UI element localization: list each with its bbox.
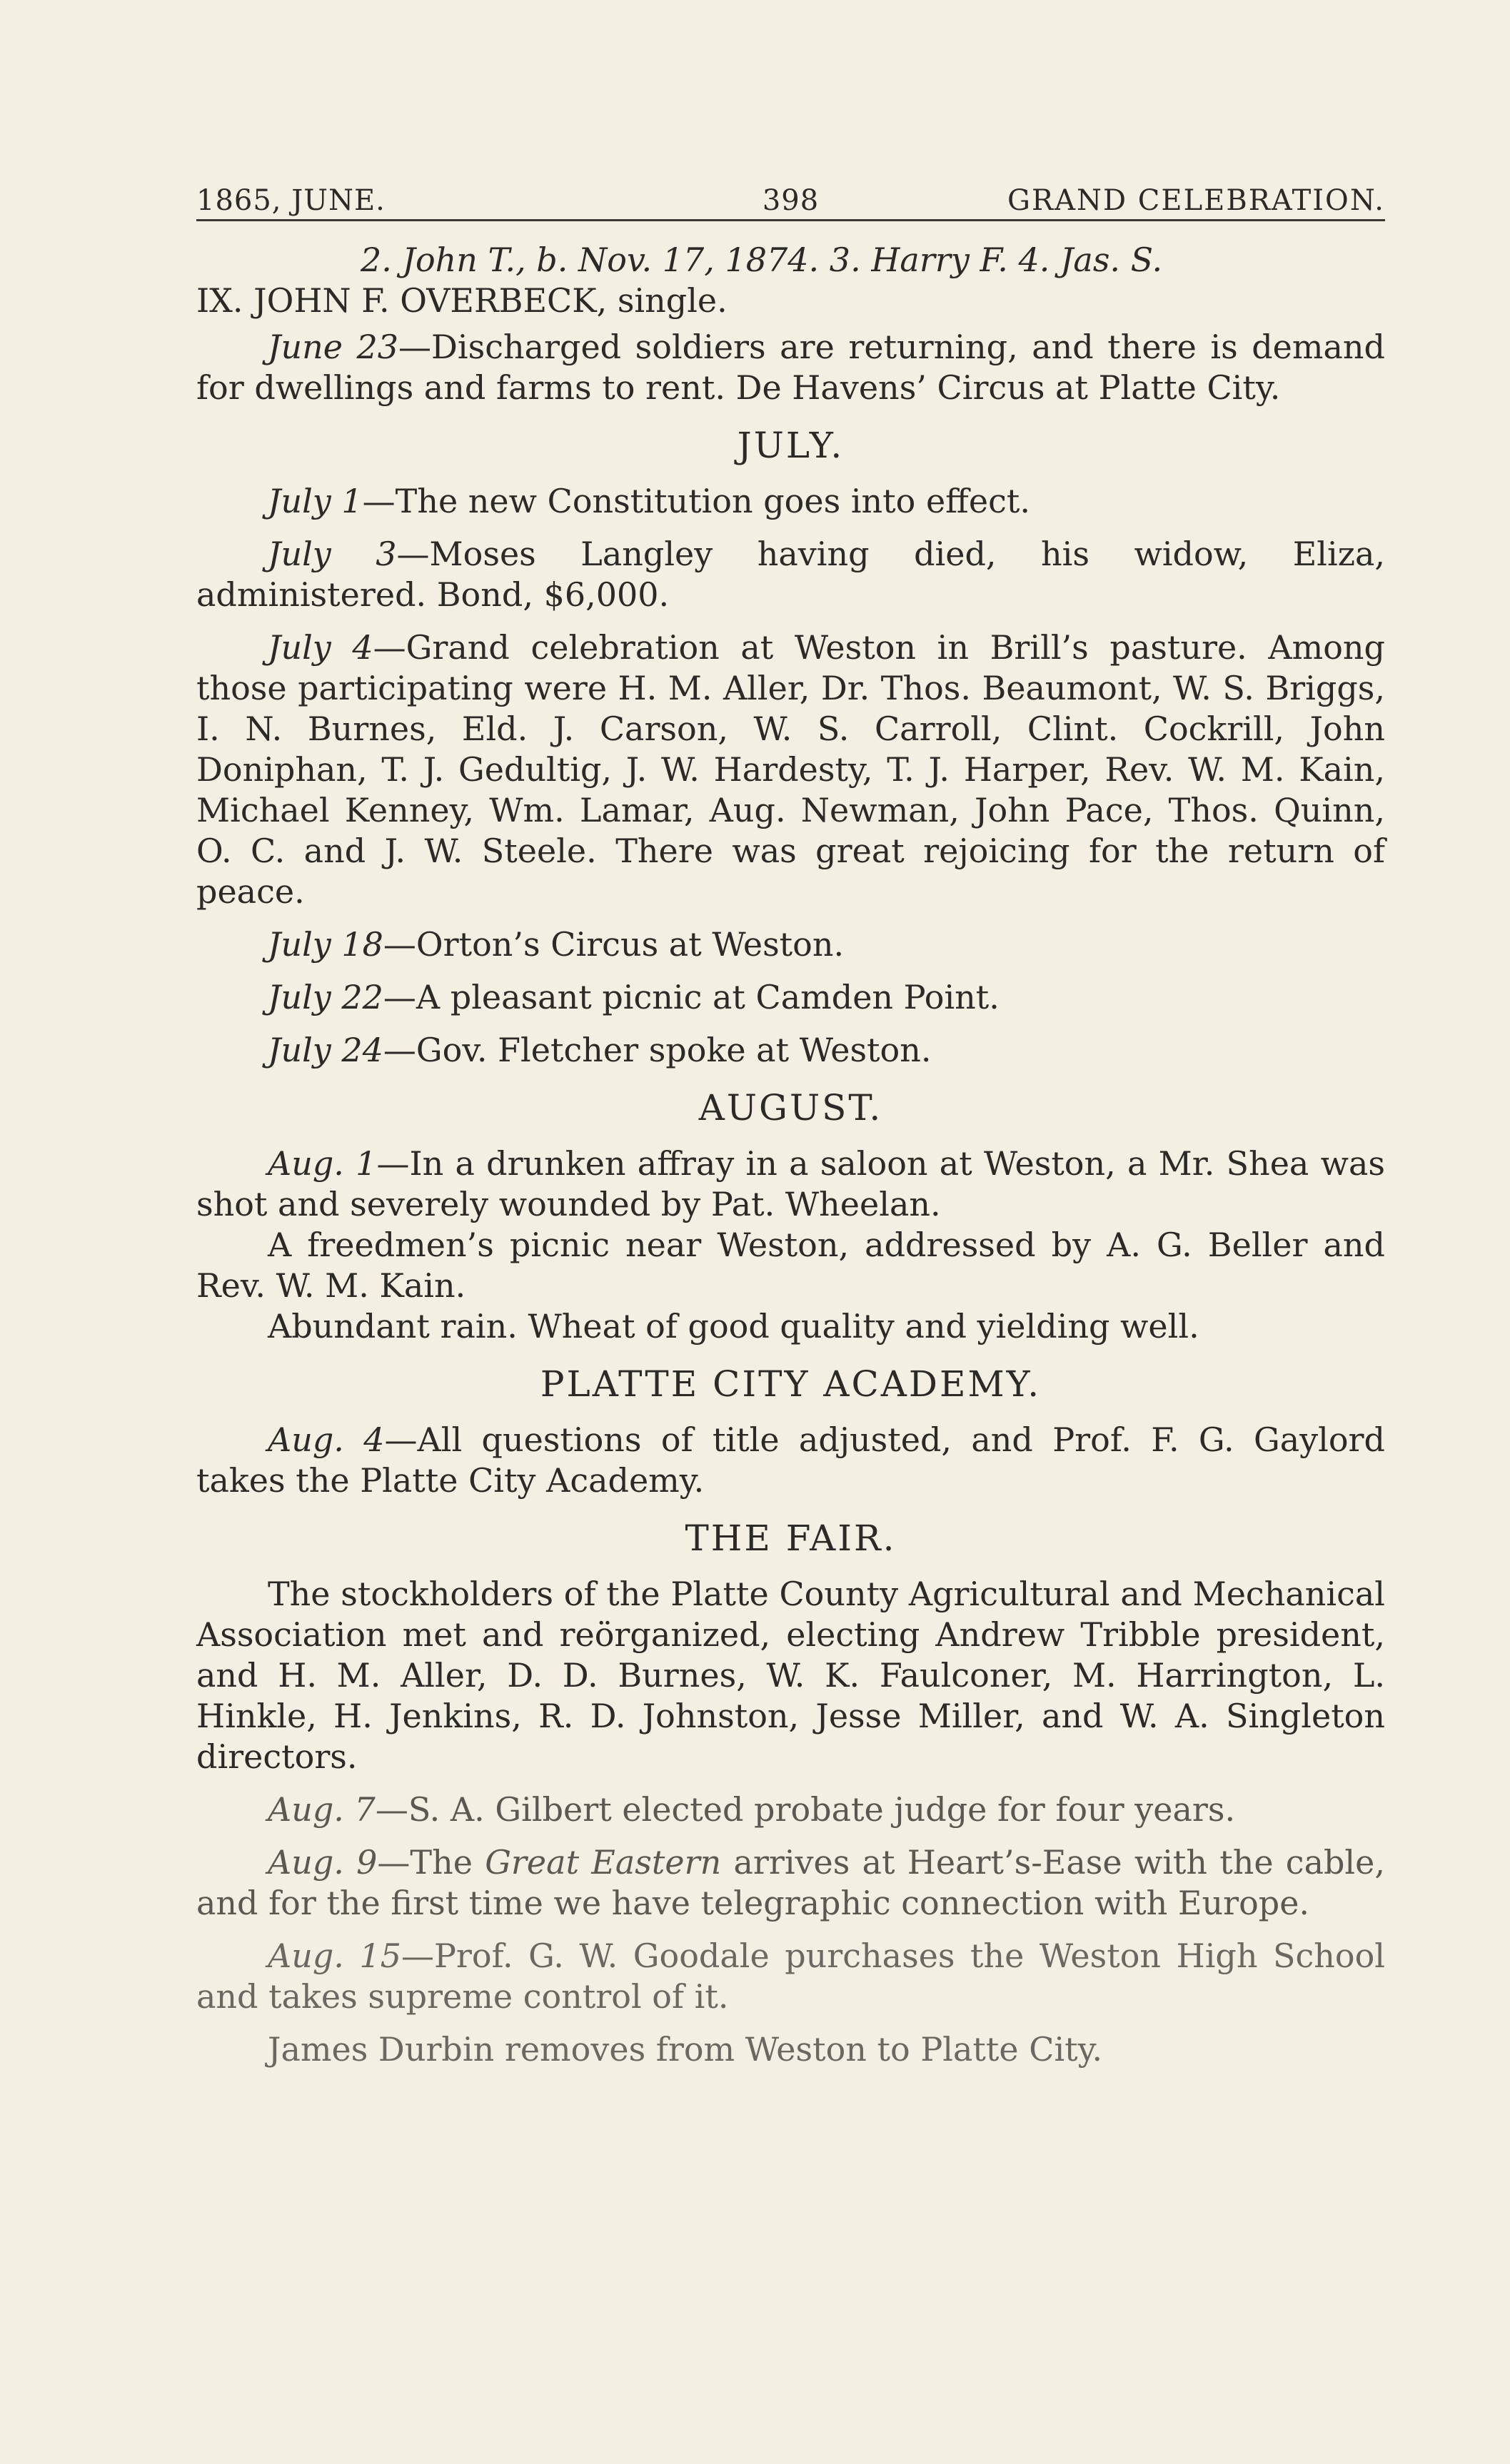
children-line: 2. John T., b. Nov. 17, 1874. 3. Harry F. 4. Jas. S. <box>361 241 1163 279</box>
abundant-rain: Abundant rain. Wheat of good quality and yielding well. <box>268 1307 1199 1345</box>
ship-name: Great Eastern <box>485 1843 722 1882</box>
entry-aug-15 <box>196 1936 1385 2017</box>
entry-text: —Grand celebration at Weston in Brill’s pasture. Among those participating were H. M. Aller, Dr. Thos. Beaumont, W. S. Briggs, I. N. Burnes, Eld. J. Carson, W. S. Carroll, Clint. Cockrill, John Doniphan, T. J. Gedultig, J. W. Hardesty, T. J. Harper, Rev. W. M. Kain, Michael Kenney, Wm. Lamar, Aug. Newman, John Pace, Thos. Quinn, O. C. and J. W. Steele. There was great rejoicing for the return of peace. <box>196 628 1385 911</box>
entry-text-after: arrives at Heart’s-Ease with the cable, and for the first time we have telegraphic connection with Europe. <box>196 1843 1385 1922</box>
section-heading-july: JULY. <box>737 425 845 466</box>
section-heading-august: AUGUST. <box>698 1087 883 1129</box>
entry-text: —All questions of title adjusted, and Prof. F. G. Gaylord takes the Platte City Academy. <box>196 1420 1385 1500</box>
entry-july-24 <box>196 1030 1385 1071</box>
entry-text: —Orton’s Circus at Weston. <box>383 925 845 964</box>
entry-july-4 <box>196 627 1385 912</box>
entry-text: —Discharged soldiers are returning, and there is demand for dwellings and farms to rent. De Havens’ Circus at Platte City. <box>196 328 1386 407</box>
entry-date: July 4 <box>268 628 373 667</box>
entry-date: Aug. 15 <box>268 1937 401 1975</box>
entry-aug-4 <box>196 1420 1385 1501</box>
header-date: 1865, JUNE. <box>196 184 386 217</box>
book-page <box>196 182 1385 2395</box>
entry-date: Aug. 4 <box>268 1420 385 1459</box>
entry-date: July 1 <box>268 482 363 520</box>
entry-date: Aug. 7 <box>268 1790 376 1829</box>
entry-july-22 <box>196 977 1385 1018</box>
entry-aug-1 <box>196 1143 1385 1225</box>
entry-text: —A pleasant picnic at Camden Point. <box>383 978 1000 1016</box>
entry-ix: IX. JOHN F. OVERBECK, single. <box>196 281 728 320</box>
entry-date: July 18 <box>268 925 383 964</box>
fair-stockholders: The stockholders of the Platte County Agricultural and Mechanical Association met and reörganized, electing Andrew Tribble president, and H. M. Aller, D. D. Burnes, W. K. Faulconer, M. Harrington, L. Hinkle, H. Jenkins, R. D. Johnston, Jesse Miller, and W. A. Singleton directors. <box>196 1575 1385 1776</box>
entry-date: July 24 <box>268 1031 383 1069</box>
entry-text: —The new Constitution goes into effect. <box>362 482 1030 520</box>
entry-aug-9 <box>196 1842 1385 1924</box>
entry-date: June 23 <box>268 328 398 366</box>
entry-text: —S. A. Gilbert elected probate judge for four years. <box>375 1790 1236 1829</box>
entry-date: July 22 <box>268 978 383 1016</box>
entry-text: —Moses Langley having died, his widow, Eliza, administered. Bond, $6,000. <box>196 535 1386 614</box>
section-heading-academy: PLATTE CITY ACADEMY. <box>540 1363 1042 1405</box>
header-title: GRAND CELEBRATION. <box>1007 184 1385 217</box>
durbin-removal: James Durbin removes from Weston to Platte City. <box>268 2030 1103 2069</box>
entry-date: Aug. 1 <box>268 1144 377 1183</box>
page-number: 398 <box>762 184 820 217</box>
entry-text: —Gov. Fletcher spoke at Weston. <box>383 1031 932 1069</box>
entry-text: —In a drunken affray in a saloon at Weston, a Mr. Shea was shot and severely wounded by Pat. Wheelan. <box>196 1144 1385 1223</box>
entry-aug-7 <box>196 1789 1385 1830</box>
section-heading-fair: THE FAIR. <box>685 1518 897 1559</box>
entry-july-1 <box>196 481 1385 522</box>
entry-date: Aug. 9 <box>268 1843 378 1882</box>
entry-june-23 <box>196 327 1385 408</box>
entry-text-before: —The <box>377 1843 485 1882</box>
entry-july-18 <box>196 924 1385 965</box>
freedmen-picnic: A freedmen’s picnic near Weston, addressed by A. G. Beller and Rev. W. M. Kain. <box>196 1226 1385 1305</box>
entry-date: July 3 <box>268 535 397 573</box>
entry-july-3 <box>196 534 1385 615</box>
page-body <box>196 240 1385 2070</box>
entry-text: —Prof. G. W. Goodale purchases the Weston High School and takes supreme control of it. <box>196 1937 1385 2016</box>
running-header <box>196 182 1385 221</box>
